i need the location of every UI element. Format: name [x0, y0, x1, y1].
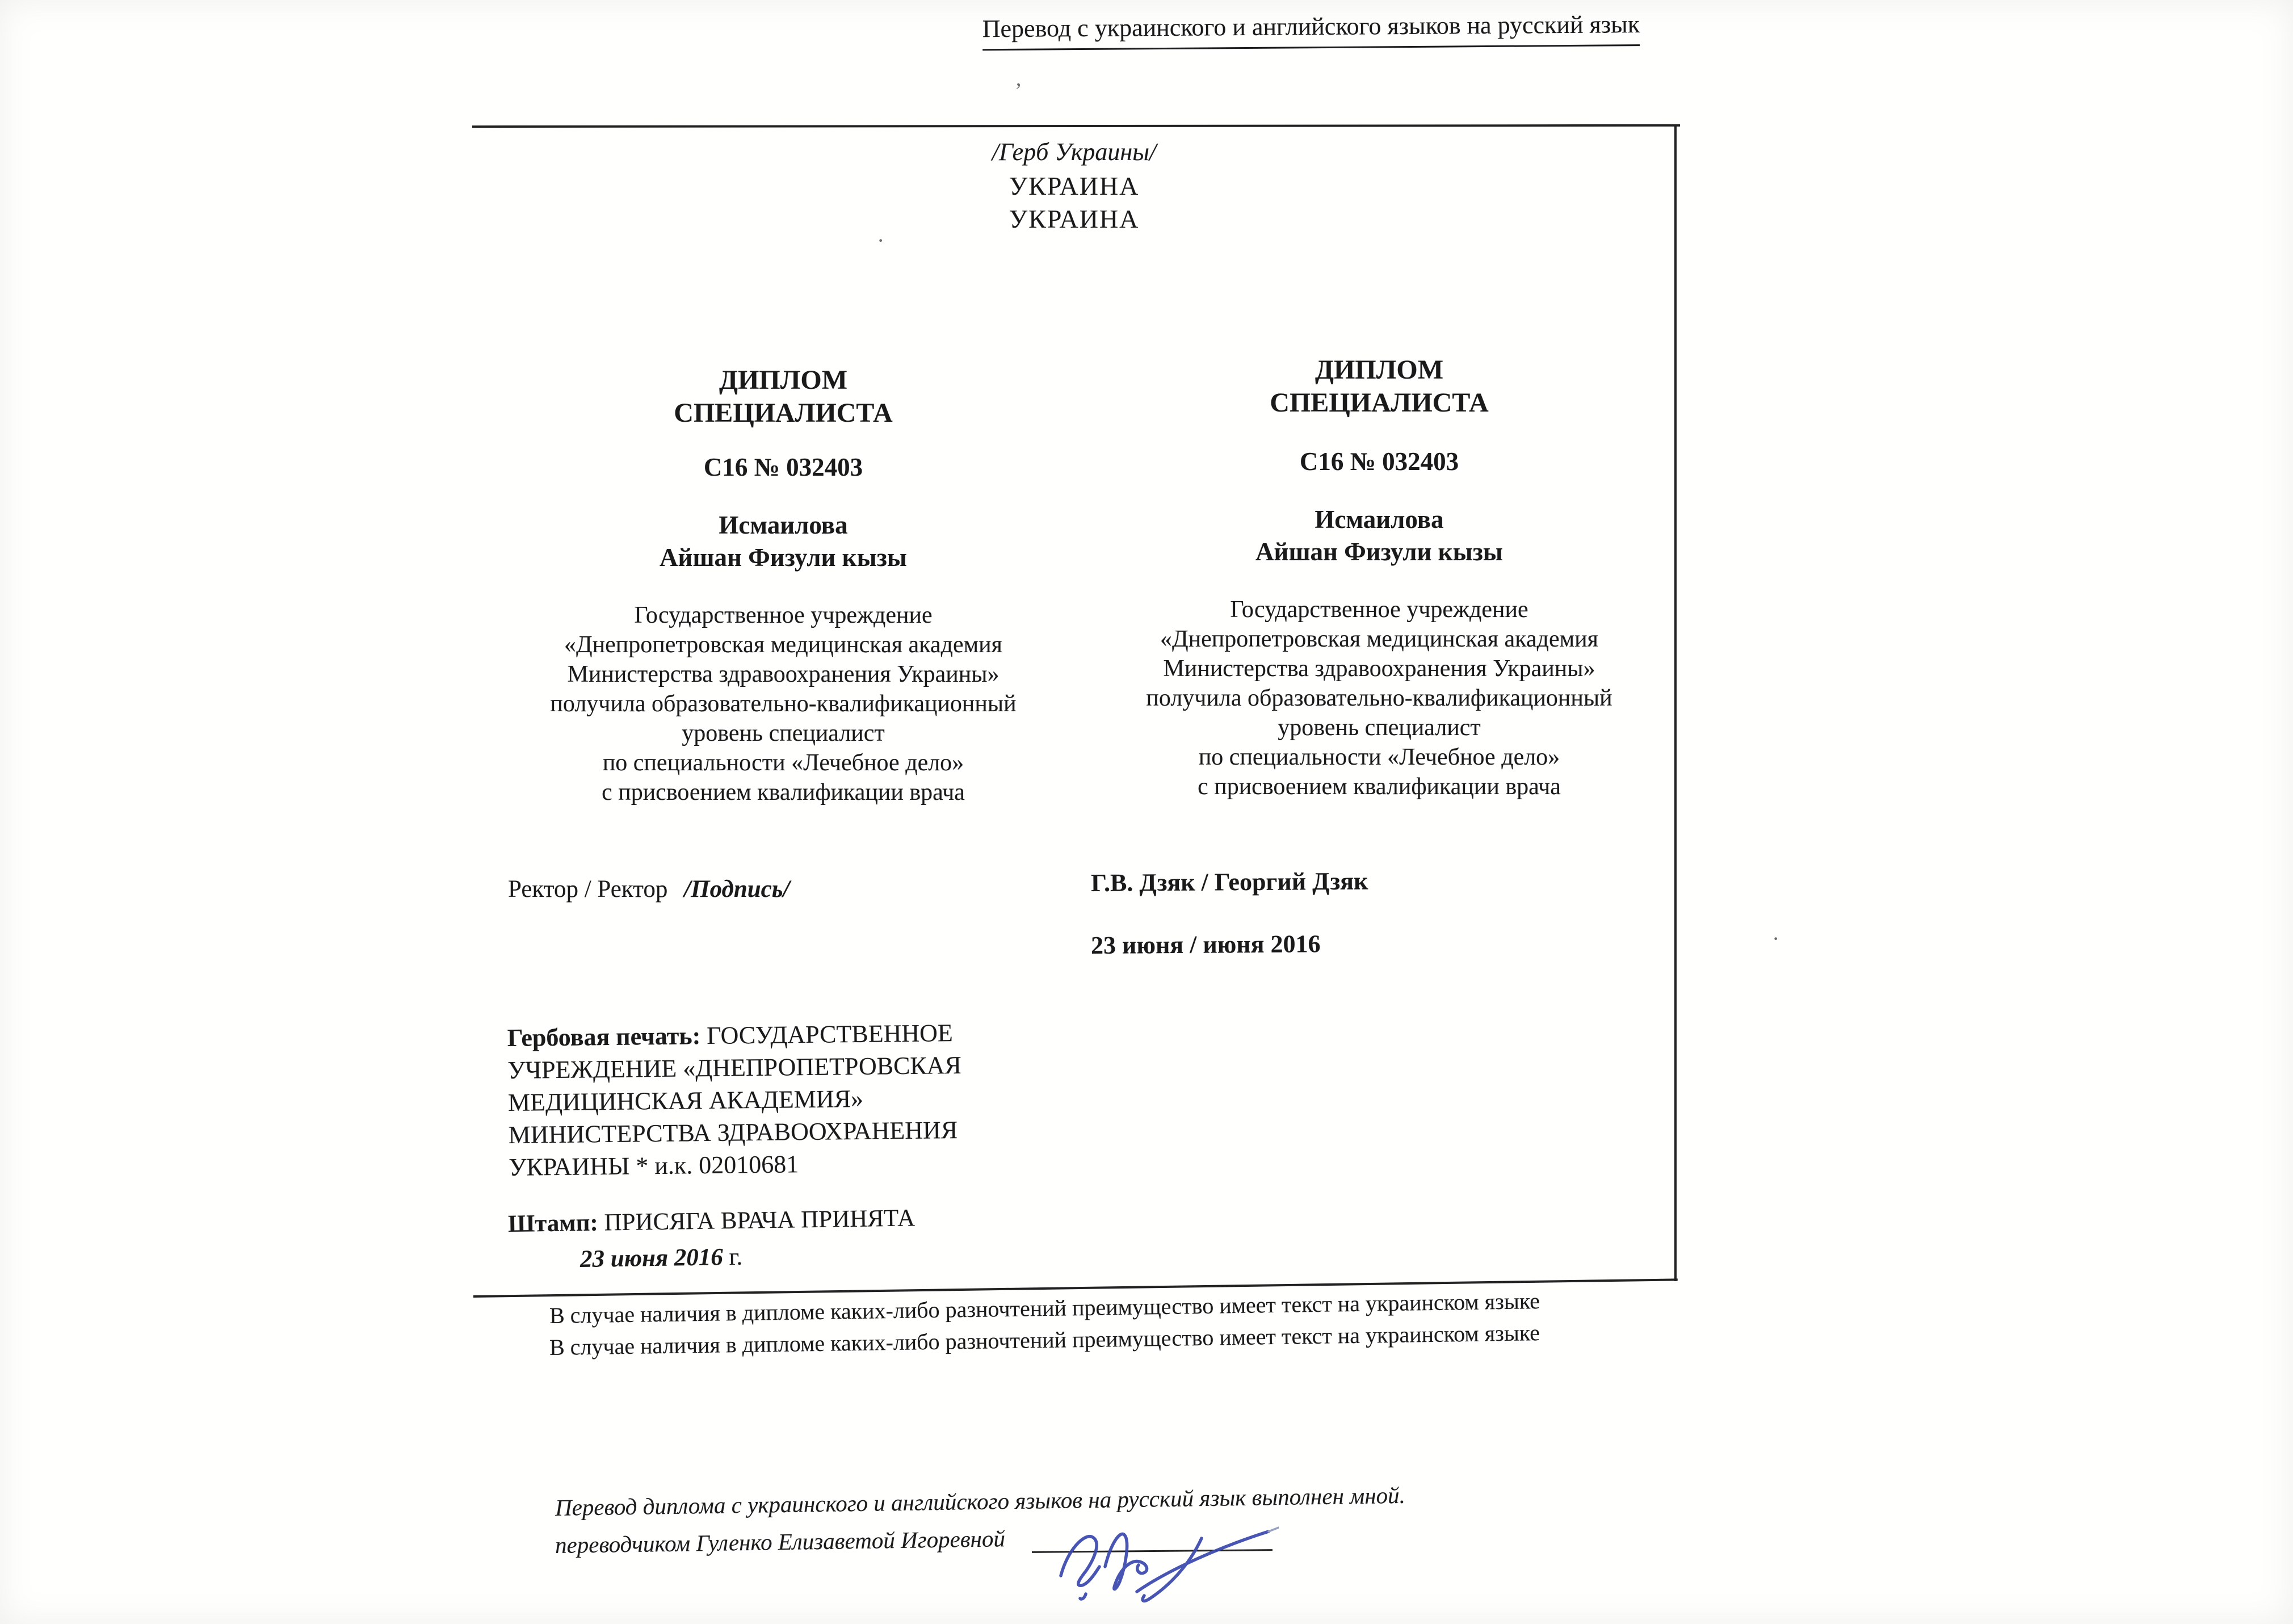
signature-stroke — [1061, 1537, 1099, 1586]
scan-noise-mark: ’ — [1015, 79, 1022, 103]
right-body-line: уровень специалист — [1278, 715, 1481, 741]
right-holder-surname: Исмаилова — [1315, 505, 1444, 534]
signatory-name-line: Г.В. Дзяк / Георгий Дзяк — [1090, 867, 1368, 897]
scan-noise-mark: · — [1772, 926, 1780, 951]
right-holder-name — [1078, 503, 1680, 568]
left-body-line: «Днепропетровская медицинская академия — [564, 632, 1002, 658]
seal-label: Гербовая печать: — [507, 1022, 701, 1052]
left-body-line: получила образовательно-квалификационный — [550, 691, 1017, 717]
seal-line: УЧРЕЖДЕНИЕ «ДНЕПРОПЕТРОВСКАЯ — [507, 1051, 962, 1085]
stamp-date: 23 июня 2016 — [579, 1244, 724, 1273]
left-body-line: по специальности «Лечебное дело» — [602, 750, 964, 776]
signature-stroke — [1105, 1534, 1147, 1589]
left-body-line: Государственное учреждение — [634, 602, 933, 628]
right-diploma-title-line1: ДИПЛОМ — [1315, 355, 1444, 385]
right-body-line: «Днепропетровская медицинская академия — [1160, 626, 1598, 652]
right-body-line: Государственное учреждение — [1230, 597, 1528, 623]
right-body-line: по специальности «Лечебное дело» — [1198, 744, 1560, 770]
signatory-date-line: 23 июня / июня 2016 — [1090, 930, 1321, 959]
right-body-line: получила образовательно-квалификационный — [1146, 685, 1612, 711]
left-holder-surname: Исмаилова — [719, 511, 848, 539]
left-holder-name — [477, 509, 1090, 574]
country-line-1: УКРАИНА — [1009, 171, 1140, 200]
left-body-line: уровень специалист — [682, 720, 885, 746]
stamp-line — [508, 1204, 915, 1238]
seal-line: МЕДИЦИНСКАЯ АКАДЕМИЯ» — [507, 1084, 864, 1117]
right-holder-given-names: Айшан Физули кызы — [1255, 538, 1503, 566]
right-series-number: С16 № 032403 — [1299, 447, 1459, 476]
stamp-date-suffix: г. — [723, 1243, 743, 1271]
disclaimer-line-2: В случае наличия в дипломе каких-либо разночтений преимущество имеет текст на украинском языке — [549, 1320, 1540, 1360]
translator-statement-line2: переводчиком Гуленко Елизаветой Игоревной — [555, 1525, 1006, 1558]
rector-line — [508, 875, 789, 903]
right-body-paragraph — [1078, 595, 1680, 801]
rector-line-text: Ректор / Ректор — [508, 876, 668, 903]
stamp-text: ПРИСЯГА ВРАЧА ПРИНЯТА — [598, 1205, 915, 1236]
left-diploma-title — [477, 364, 1090, 430]
left-series-number: С16 № 032403 — [703, 453, 863, 481]
left-diploma-title-line2: СПЕЦИАЛИСТА — [674, 398, 893, 428]
translation-header-text: Перевод с украинского и английского языков на русский язык — [982, 10, 1640, 51]
right-diploma-title-line2: СПЕЦИАЛИСТА — [1270, 388, 1489, 418]
frame-top-border — [472, 124, 1680, 128]
handwritten-signature — [1052, 1480, 1279, 1611]
rector-signature-note: /Подпись/ — [684, 876, 790, 903]
seal-line: МИНИСТЕРСТВА ЗДРАВООХРАНЕНИЯ — [508, 1116, 958, 1149]
seal-line1-rest: ГОСУДАРСТВЕННОЕ — [700, 1019, 954, 1050]
translation-header — [919, 9, 1703, 51]
country-line-2: УКРАИНА — [1009, 204, 1140, 233]
disclaimer-line-1: В случае наличия в дипломе каких-либо разночтений преимущество имеет текст на украинском языке — [549, 1288, 1540, 1328]
right-diploma-title — [1078, 354, 1680, 419]
right-body-line: Министерства здравоохранения Украины» — [1163, 656, 1595, 682]
left-body-line: Министерства здравоохранения Украины» — [567, 661, 999, 687]
stamp-date-line — [580, 1243, 743, 1273]
seal-line: УКРАИНЫ * и.к. 02010681 — [509, 1150, 799, 1181]
signature-stroke — [1080, 1594, 1086, 1599]
signature-faint-tail — [1269, 1528, 1279, 1531]
seal-description — [507, 1014, 1190, 1184]
left-body-line: с присвоением квалификации врача — [602, 779, 965, 805]
right-body-line: с присвоением квалификации врача — [1198, 774, 1561, 800]
stamp-label: Штамп: — [507, 1209, 599, 1237]
left-body-paragraph — [477, 601, 1090, 807]
signature-stroke — [1137, 1531, 1269, 1592]
emblem-note: /Герб Украины/ — [992, 138, 1157, 166]
scan-noise-mark: · — [877, 228, 885, 253]
left-diploma-title-line1: ДИПЛОМ — [719, 365, 848, 395]
translator-statement-line1: Перевод диплома с украинского и английского языков на русский язык выполнен мной. — [555, 1482, 1406, 1521]
left-holder-given-names: Айшан Физули кызы — [660, 543, 907, 572]
